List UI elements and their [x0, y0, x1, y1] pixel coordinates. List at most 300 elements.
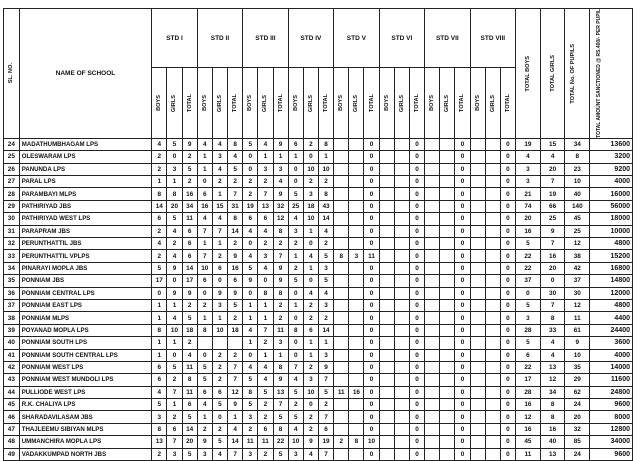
row-std2-girls: 6	[212, 262, 227, 274]
row-std4-boys: 4	[288, 423, 303, 435]
row-std4-total: 3	[318, 262, 333, 274]
row-std7-boys	[425, 386, 440, 398]
row-std6-girls	[394, 423, 409, 435]
row-std5-boys	[334, 299, 349, 311]
row-total-amount: 56000	[590, 200, 633, 212]
row-school-name: UMMANCHIRA MOPLA LPS	[19, 436, 152, 448]
row-total-amount: 18000	[590, 213, 633, 225]
row-school-name: PONNIAM EAST LPS	[19, 299, 152, 311]
row-sl-no: 30	[4, 213, 20, 225]
row-total-girls: 13	[540, 361, 565, 373]
row-total-amount: 3600	[590, 337, 633, 349]
row-std6-girls	[394, 287, 409, 299]
row-std2-girls: 10	[212, 324, 227, 336]
row-std6-boys	[379, 337, 394, 349]
row-std1-total: 5	[182, 163, 197, 175]
row-std2-girls: 1	[212, 188, 227, 200]
table-row	[4, 213, 633, 225]
row-std2-boys: 5	[197, 361, 212, 373]
row-total-pupils: 12	[565, 299, 590, 311]
row-std4-total: 7	[318, 374, 333, 386]
row-std2-girls: 15	[212, 200, 227, 212]
row-std6-girls	[394, 275, 409, 287]
row-std7-girls	[440, 399, 455, 411]
row-std1-girls: 2	[167, 238, 182, 250]
row-std8-total: 0	[500, 337, 515, 349]
row-std4-girls: 2	[303, 299, 318, 311]
row-std5-total: 0	[364, 399, 379, 411]
row-std8-total: 0	[500, 299, 515, 311]
row-std1-total: 18	[182, 324, 197, 336]
row-sl-no: 38	[4, 312, 20, 324]
row-std1-boys: 1	[152, 176, 167, 188]
row-std7-boys	[425, 151, 440, 163]
row-std6-total: 0	[409, 262, 424, 274]
row-std5-girls	[349, 151, 364, 163]
row-std5-girls	[349, 324, 364, 336]
row-std5-girls	[349, 287, 364, 299]
row-std1-girls: 2	[167, 411, 182, 423]
row-sl-no: 49	[4, 448, 20, 460]
row-std1-girls: 5	[167, 138, 182, 150]
row-total-boys: 3	[516, 312, 541, 324]
row-std7-total: 0	[455, 386, 470, 398]
row-std8-total: 0	[500, 374, 515, 386]
header-row-standards	[4, 9, 633, 68]
row-std2-boys: 6	[197, 386, 212, 398]
header-std-2: STD II	[197, 9, 242, 68]
row-std4-girls: 3	[303, 374, 318, 386]
row-total-pupils: 140	[565, 200, 590, 212]
row-std5-boys	[334, 312, 349, 324]
row-std8-girls	[485, 163, 500, 175]
row-total-amount: 4800	[590, 299, 633, 311]
row-std4-girls: 1	[303, 225, 318, 237]
row-total-pupils: 8	[565, 151, 590, 163]
row-std2-girls: 4	[212, 163, 227, 175]
row-std2-total: 1	[228, 411, 243, 423]
row-total-boys: 22	[516, 250, 541, 262]
row-std2-boys: 2	[197, 423, 212, 435]
row-std7-girls	[440, 423, 455, 435]
row-total-girls: 20	[540, 262, 565, 274]
row-total-amount: 9200	[590, 163, 633, 175]
subheader-std2-total: TOTAL	[228, 68, 243, 139]
row-std8-girls	[485, 386, 500, 398]
row-std4-total: 5	[318, 386, 333, 398]
row-std3-boys: 8	[243, 386, 258, 398]
row-school-name: PERUNTHATTIL JBS	[19, 238, 152, 250]
row-total-pupils: 30	[565, 287, 590, 299]
row-std7-girls	[440, 188, 455, 200]
row-std6-boys	[379, 138, 394, 150]
row-std3-girls: 2	[258, 411, 273, 423]
row-std8-girls	[485, 312, 500, 324]
row-std1-boys: 2	[152, 151, 167, 163]
row-std4-girls: 2	[303, 423, 318, 435]
row-std3-total: 5	[273, 448, 288, 460]
row-std7-total: 0	[455, 361, 470, 373]
row-std3-boys: 0	[243, 287, 258, 299]
row-std2-boys: 4	[197, 213, 212, 225]
row-std3-total: 7	[273, 250, 288, 262]
header-std-3: STD III	[243, 9, 288, 68]
row-std1-girls: 1	[167, 299, 182, 311]
header-std-8: STD VIII	[470, 9, 515, 68]
row-std5-boys	[334, 213, 349, 225]
row-std5-girls	[349, 411, 364, 423]
row-std1-girls: 8	[167, 188, 182, 200]
row-std4-boys: 3	[288, 225, 303, 237]
subheader-std7-girls: GIRLS	[440, 68, 455, 139]
row-total-boys: 16	[516, 423, 541, 435]
row-std3-total: 4	[273, 176, 288, 188]
row-std2-girls: 2	[212, 423, 227, 435]
row-std8-total: 0	[500, 423, 515, 435]
row-std8-boys	[470, 337, 485, 349]
row-std8-boys	[470, 225, 485, 237]
row-total-girls: 0	[540, 275, 565, 287]
row-school-name: PINARAYI MOPLA JBS	[19, 262, 152, 274]
row-std5-boys: 11	[334, 386, 349, 398]
row-std5-girls	[349, 238, 364, 250]
row-std1-total: 14	[182, 262, 197, 274]
row-total-amount: 12000	[590, 287, 633, 299]
row-total-girls: 7	[540, 299, 565, 311]
row-std2-total: 14	[228, 225, 243, 237]
subheader-std8-boys: BOYS	[470, 68, 485, 139]
row-std5-boys	[334, 411, 349, 423]
row-total-girls: 12	[540, 374, 565, 386]
row-std5-boys	[334, 374, 349, 386]
row-total-amount: 14800	[590, 275, 633, 287]
row-std4-total: 4	[318, 225, 333, 237]
subheader-std4-boys: BOYS	[288, 68, 303, 139]
row-std6-total: 0	[409, 374, 424, 386]
row-std6-boys	[379, 176, 394, 188]
row-total-boys: 4	[516, 151, 541, 163]
row-std7-boys	[425, 287, 440, 299]
row-std8-boys	[470, 151, 485, 163]
row-total-pupils: 35	[565, 361, 590, 373]
subheader-std3-girls: GIRLS	[258, 68, 273, 139]
row-std3-total: 1	[273, 349, 288, 361]
row-std4-boys: 2	[288, 262, 303, 274]
row-std7-girls	[440, 349, 455, 361]
row-total-girls: 9	[540, 225, 565, 237]
row-std4-girls: 9	[303, 436, 318, 448]
row-std8-total: 0	[500, 448, 515, 460]
row-sl-no: 26	[4, 163, 20, 175]
row-std3-total: 13	[273, 386, 288, 398]
row-total-pupils: 25	[565, 225, 590, 237]
row-std3-total: 2	[273, 238, 288, 250]
row-std2-total: 8	[228, 213, 243, 225]
row-std7-boys	[425, 250, 440, 262]
row-std7-total: 0	[455, 225, 470, 237]
row-std3-girls: 6	[258, 423, 273, 435]
table-row	[4, 411, 633, 423]
row-std8-girls	[485, 448, 500, 460]
row-std1-total: 5	[182, 411, 197, 423]
row-std7-boys	[425, 188, 440, 200]
row-std4-girls: 1	[303, 349, 318, 361]
row-std7-girls	[440, 374, 455, 386]
row-std8-girls	[485, 349, 500, 361]
row-std8-girls	[485, 262, 500, 274]
row-std7-girls	[440, 200, 455, 212]
row-std7-total: 0	[455, 423, 470, 435]
row-std1-boys: 17	[152, 275, 167, 287]
header-total-pupils: TOTAL No. OF PUPILS	[565, 9, 590, 139]
row-std2-girls: 5	[212, 399, 227, 411]
row-std6-total: 0	[409, 151, 424, 163]
header-std-7: STD VII	[425, 9, 470, 68]
row-std5-total: 0	[364, 200, 379, 212]
row-std8-boys	[470, 200, 485, 212]
row-std7-total: 0	[455, 436, 470, 448]
row-std5-boys	[334, 176, 349, 188]
row-std3-girls: 2	[258, 337, 273, 349]
row-std2-girls: 3	[212, 299, 227, 311]
row-std3-total: 7	[273, 399, 288, 411]
row-std2-girls: 0	[212, 275, 227, 287]
row-std8-total: 0	[500, 200, 515, 212]
row-sl-no: 31	[4, 225, 20, 237]
row-std6-boys	[379, 324, 394, 336]
row-std2-total: 7	[228, 361, 243, 373]
row-std6-girls	[394, 361, 409, 373]
row-std3-girls: 2	[258, 448, 273, 460]
row-std3-total: 1	[273, 151, 288, 163]
row-std8-total: 0	[500, 312, 515, 324]
row-sl-no: 42	[4, 361, 20, 373]
row-std5-boys	[334, 262, 349, 274]
row-std7-total: 0	[455, 411, 470, 423]
row-std5-boys	[334, 188, 349, 200]
row-std6-girls	[394, 411, 409, 423]
row-std7-boys	[425, 399, 440, 411]
row-std2-total: 2	[228, 238, 243, 250]
row-std5-girls	[349, 312, 364, 324]
row-std5-total: 0	[364, 374, 379, 386]
row-std5-girls	[349, 138, 364, 150]
row-total-pupils: 10	[565, 349, 590, 361]
row-std5-boys	[334, 163, 349, 175]
row-std4-girls: 4	[303, 448, 318, 460]
row-std1-total: 8	[182, 374, 197, 386]
row-std1-total: 14	[182, 423, 197, 435]
row-std3-boys: 0	[243, 238, 258, 250]
row-std3-girls: 1	[258, 312, 273, 324]
row-std1-girls: 4	[167, 312, 182, 324]
row-std1-girls: 2	[167, 374, 182, 386]
table-row	[4, 423, 633, 435]
row-std8-girls	[485, 337, 500, 349]
row-total-girls: 8	[540, 399, 565, 411]
subheader-std5-girls: GIRLS	[349, 68, 364, 139]
row-std3-girls: 4	[258, 225, 273, 237]
row-school-name: PATHIRIYAD JBS	[19, 200, 152, 212]
row-sl-no: 43	[4, 374, 20, 386]
row-total-pupils: 40	[565, 188, 590, 200]
row-std4-girls: 4	[303, 287, 318, 299]
row-total-boys: 28	[516, 324, 541, 336]
row-std8-boys	[470, 287, 485, 299]
row-total-girls: 33	[540, 324, 565, 336]
row-std2-total: 5	[228, 163, 243, 175]
row-total-boys: 28	[516, 386, 541, 398]
row-std5-boys	[334, 287, 349, 299]
row-std4-girls: 0	[303, 275, 318, 287]
row-std1-boys: 6	[152, 213, 167, 225]
row-std6-girls	[394, 337, 409, 349]
row-std1-girls: 5	[167, 213, 182, 225]
table-row	[4, 287, 633, 299]
row-std8-girls	[485, 188, 500, 200]
row-std8-total: 0	[500, 361, 515, 373]
subheader-std5-boys: BOYS	[334, 68, 349, 139]
row-std2-boys: 0	[197, 287, 212, 299]
row-total-pupils: 62	[565, 386, 590, 398]
row-std4-boys: 0	[288, 349, 303, 361]
row-std6-girls	[394, 213, 409, 225]
row-std1-girls: 7	[167, 436, 182, 448]
row-std4-total: 3	[318, 299, 333, 311]
row-std7-total: 0	[455, 299, 470, 311]
row-std1-girls: 1	[167, 337, 182, 349]
row-std2-boys: 0	[197, 349, 212, 361]
row-std3-girls: 4	[258, 138, 273, 150]
row-std7-boys	[425, 436, 440, 448]
row-std5-total: 0	[364, 188, 379, 200]
row-std1-total: 9	[182, 287, 197, 299]
row-std7-total: 0	[455, 448, 470, 460]
row-std2-total: 31	[228, 200, 243, 212]
row-std3-boys: 3	[243, 448, 258, 460]
row-std5-total: 0	[364, 138, 379, 150]
row-std6-girls	[394, 374, 409, 386]
row-std2-total: 9	[228, 287, 243, 299]
row-std2-girls: 1	[212, 312, 227, 324]
row-total-boys: 20	[516, 213, 541, 225]
row-std2-total: 14	[228, 436, 243, 448]
row-std7-girls	[440, 448, 455, 460]
row-std8-total: 0	[500, 151, 515, 163]
row-total-boys: 22	[516, 262, 541, 274]
row-total-girls: 30	[540, 287, 565, 299]
row-std7-girls	[440, 225, 455, 237]
row-std1-total: 6	[182, 399, 197, 411]
row-school-name: PERUNTHATTIL VPLPS	[19, 250, 152, 262]
row-std6-girls	[394, 324, 409, 336]
row-std6-boys	[379, 374, 394, 386]
row-std7-total: 0	[455, 399, 470, 411]
row-std3-total: 3	[273, 163, 288, 175]
row-std5-girls	[349, 213, 364, 225]
row-std5-boys	[334, 423, 349, 435]
row-std8-total: 0	[500, 386, 515, 398]
row-total-girls: 4	[540, 151, 565, 163]
row-std4-boys: 0	[288, 312, 303, 324]
header-std-1: STD I	[152, 9, 197, 68]
row-std1-boys: 8	[152, 188, 167, 200]
row-std6-boys	[379, 423, 394, 435]
row-std7-girls	[440, 411, 455, 423]
row-std3-girls: 8	[258, 287, 273, 299]
row-std6-girls	[394, 250, 409, 262]
row-std4-girls: 2	[303, 138, 318, 150]
row-std8-boys	[470, 399, 485, 411]
row-std6-total: 0	[409, 411, 424, 423]
row-std6-boys	[379, 399, 394, 411]
row-std2-boys: 4	[197, 138, 212, 150]
row-std8-girls	[485, 151, 500, 163]
row-std2-boys: 10	[197, 262, 212, 274]
row-std7-total: 0	[455, 213, 470, 225]
row-std7-girls	[440, 262, 455, 274]
row-std7-girls	[440, 324, 455, 336]
row-std2-total: 12	[228, 386, 243, 398]
row-std4-total: 43	[318, 200, 333, 212]
row-std2-girls: 4	[212, 213, 227, 225]
row-total-boys: 45	[516, 436, 541, 448]
row-std7-total: 0	[455, 188, 470, 200]
row-std6-total: 0	[409, 275, 424, 287]
row-std6-boys	[379, 411, 394, 423]
row-std7-girls	[440, 312, 455, 324]
row-std5-boys	[334, 138, 349, 150]
row-std3-girls: 6	[258, 213, 273, 225]
row-total-amount: 16800	[590, 262, 633, 274]
row-std5-total: 0	[364, 324, 379, 336]
row-school-name: POYANAD MOPLA LPS	[19, 324, 152, 336]
row-std2-total: 4	[228, 423, 243, 435]
row-std6-total: 0	[409, 337, 424, 349]
row-total-amount: 13600	[590, 138, 633, 150]
row-std6-girls	[394, 188, 409, 200]
row-std5-girls	[349, 399, 364, 411]
row-std8-boys	[470, 324, 485, 336]
row-std7-total: 0	[455, 163, 470, 175]
row-std2-total: 2	[228, 176, 243, 188]
row-std4-boys: 5	[288, 275, 303, 287]
table-row	[4, 250, 633, 262]
row-std3-boys: 6	[243, 213, 258, 225]
row-std5-total: 0	[364, 275, 379, 287]
row-std4-girls: 0	[303, 399, 318, 411]
row-std7-boys	[425, 176, 440, 188]
row-std6-boys	[379, 275, 394, 287]
row-std4-girls: 6	[303, 324, 318, 336]
row-std5-total: 0	[364, 238, 379, 250]
row-std5-girls	[349, 361, 364, 373]
row-std5-boys	[334, 225, 349, 237]
row-sl-no: 44	[4, 386, 20, 398]
row-std6-total: 0	[409, 213, 424, 225]
row-std8-boys	[470, 299, 485, 311]
row-std6-girls	[394, 138, 409, 150]
row-std7-boys	[425, 138, 440, 150]
row-std2-total: 9	[228, 399, 243, 411]
row-std8-girls	[485, 423, 500, 435]
row-std6-girls	[394, 386, 409, 398]
row-std5-boys	[334, 200, 349, 212]
row-std3-total: 8	[273, 225, 288, 237]
row-std2-boys	[197, 337, 212, 349]
row-std7-boys	[425, 200, 440, 212]
row-total-pupils: 11	[565, 312, 590, 324]
